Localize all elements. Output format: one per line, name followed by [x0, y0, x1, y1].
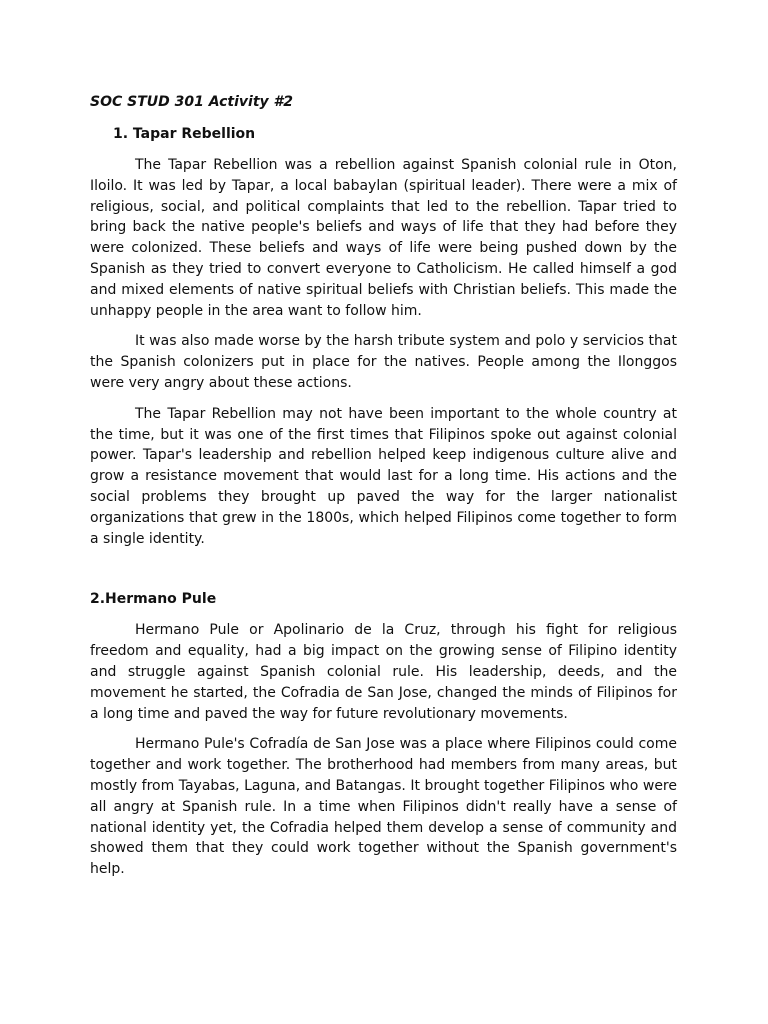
paragraph: It was also made worse by the harsh tribute system and polo y servicios that the Spanish colonizers put in place for the natives. People among the Ilonggos were very angry about these actions. [90, 333, 677, 391]
paragraph: Hermano Pule or Apolinario de la Cruz, through his fight for religious freedom and equality, had a big impact on the growing sense of Filipino identity and struggle against Spanish colonial rule. His leadership, deeds, and the movement he started, the Cofradia de San Jose, changed the minds of Filipinos for a long time and paved the way for future revolutionary movements. [90, 622, 677, 722]
section-heading-tapar-rebellion: 1. Tapar Rebellion [113, 126, 256, 142]
section-heading-hermano-pule: 2.Hermano Pule [90, 591, 217, 608]
paragraph: The Tapar Rebellion was a rebellion against Spanish colonial rule in Oton, Iloilo. It was led by Tapar, a local babaylan (spiritual leader). There were a mix of religious, social, and political complaints that led to the rebellion. Tapar tried to bring back the native people's beliefs and ways of life that they had before they were colonized. These beliefs and ways of life were being pushed down by the Spanish as they tried to convert everyone to Catholicism. He called himself a god and mixed elements of native spiritual beliefs with Christian beliefs. This made the unhappy people in the area want to follow him. [90, 157, 677, 319]
section-spacer [90, 559, 677, 589]
paragraph: Hermano Pule's Cofradía de San Jose was a place where Filipinos could come together and work together. The brotherhood had members from many areas, but mostly from Tayabas, Laguna, and Batangas. It brought together Filipinos who were all angry at Spanish rule. In a time when Filipinos didn't really have a sense of national identity yet, the Cofradia helped them develop a sense of community and showed them that they could work together without the Spanish government's help. [90, 736, 677, 878]
document-page [90, 92, 677, 890]
document-title: SOC STUD 301 Activity #2 [90, 94, 294, 110]
paragraph: The Tapar Rebellion may not have been important to the whole country at the time, but it was one of the first times that Filipinos spoke out against colonial power. Tapar's leadership and rebellion helped keep indigenous culture alive and grow a resistance movement that would last for a long time. His actions and the social problems they brought up paved the way for the larger nationalist organizations that grew in the 1800s, which helped Filipinos come together to form a single identity. [90, 405, 677, 547]
